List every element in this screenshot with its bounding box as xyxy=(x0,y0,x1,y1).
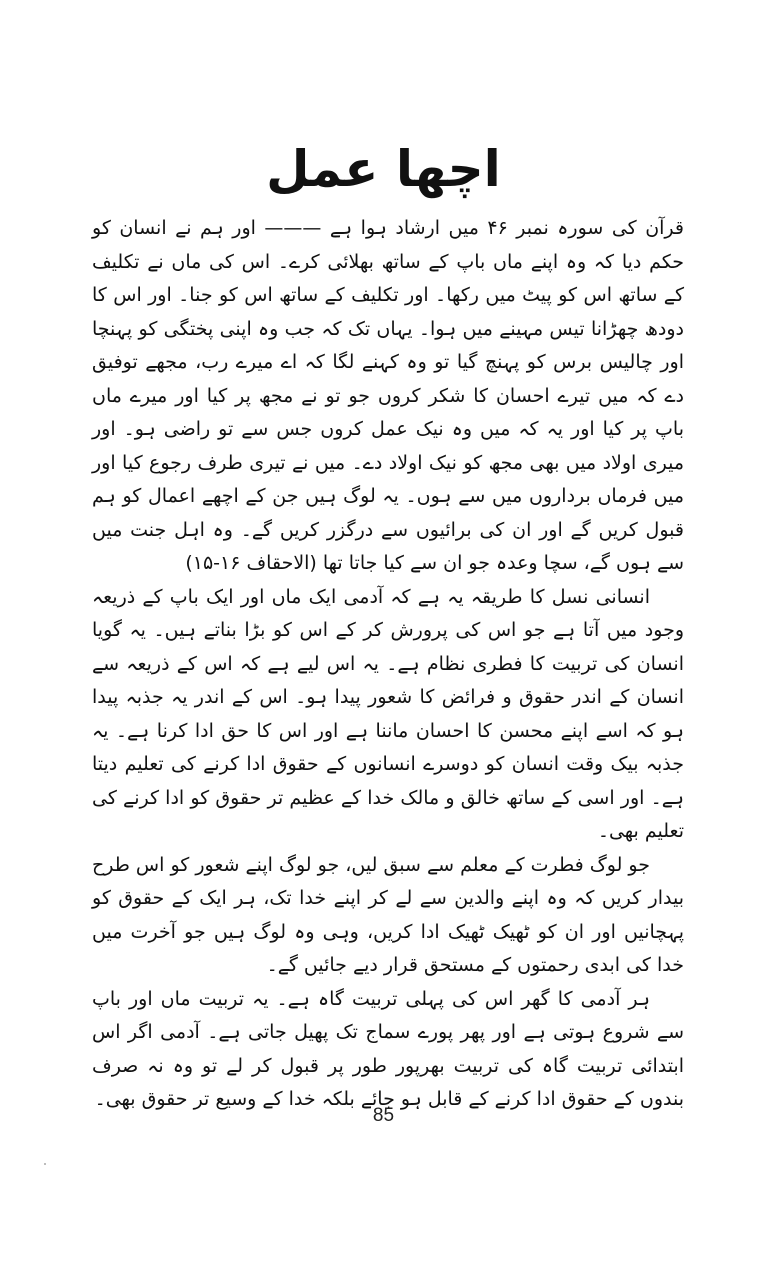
paragraph-people-who-learn: جو لوگ فطرت کے معلم سے سبق لیں، جو لوگ اپنے شعور کو اس طرح بیدار کریں کہ وہ اپنے والدین سے لے کر اپنے خدا تک، ہر ایک کے حقوق کو پہچانیں اور ان کو ٹھیک ٹھیک ادا کریں، وہی وہ لوگ ہیں جو آخرت میں خدا کی ابدی رحمتوں کے مستحق قرار دیے جائیں گے۔ xyxy=(92,853,684,976)
paragraph-human-lineage: انسانی نسل کا طریقہ یہ ہے کہ آدمی ایک ماں اور ایک باپ کے ذریعہ وجود میں آتا ہے جو اس کی پرورش کر کے اس کو بڑا بناتے ہیں۔ یہ گویا انسان کی تربیت کا فطری نظام ہے۔ یہ اس لیے ہے کہ اس کے ذریعہ سے انسان کے اندر حقوق و فرائض کا شعور پیدا ہو۔ اس کے اندر یہ جذبہ پیدا ہو کہ اسے اپنے محسن کا احسان ماننا ہے اور اس کا حق ادا کرنا ہے۔ یہ جذبہ بیک وقت انسان کو دوسرے انسانوں کے حقوق ادا کرنے کی تعلیم دیتا ہے۔ اور اسی کے ساتھ خالق و مالک خدا کے عظیم تر حقوق کو ادا کرنے کی تعلیم بھی۔ xyxy=(92,585,684,842)
paragraph-quran-verse: قرآن کی سورہ نمبر ۴۶ میں ارشاد ہوا ہے ——— اور ہم نے انسان کو حکم دیا کہ وہ اپنے ماں باپ کے ساتھ بھلائی کرے۔ اس کی ماں نے تکلیف کے ساتھ اس کو پیٹ میں رکھا۔ اور تکلیف کے ساتھ اس کو جنا۔ اور اس کا دودھ چھڑانا تیس مہینے میں ہوا۔ یہاں تک کہ جب وہ اپنی پختگی کو پہنچا اور چالیس برس کو پہنچ گیا تو وہ کہنے لگا کہ اے میرے رب، مجھے توفیق دے کہ میں تیرے احسان کا شکر کروں جو تو نے مجھ پر کیا اور میرے ماں باپ پر کیا اور یہ کہ میں وہ نیک عمل کروں جس سے تو راضی ہو۔ اور میری اولاد میں بھی مجھ کو نیک اولاد دے۔ میں نے تیری طرف رجوع کیا اور میں فرماں برداروں میں سے ہوں۔ یہ لوگ ہیں جن کے اچھے اعمال کو ہم قبول کریں گے اور ان کی برائیوں سے درگزر کریں گے۔ وہ اہل جنت میں سے ہوں گے، سچا وعدہ جو ان سے کیا جاتا تھا (الاحقاف ۱۶-۱۵) xyxy=(92,217,685,574)
body-text xyxy=(92,212,684,1117)
scan-speck xyxy=(44,1163,46,1165)
paragraph-home-training: ہر آدمی کا گھر اس کی پہلی تربیت گاہ ہے۔ یہ تربیت ماں اور باپ سے شروع ہوتی ہے اور پھر پورے سماج تک پھیل جاتی ہے۔ آدمی اگر اس ابتدائی تربیت گاہ کی تربیت بھرپور طور پر قبول کر لے تو وہ نہ صرف بندوں کے حقوق ادا کرنے کے قابل ہو جائے بلکہ خدا کے وسیع تر حقوق بھی۔ xyxy=(92,987,684,1110)
page-number: 85 xyxy=(372,1105,395,1126)
page-title: اچھا عمل xyxy=(266,140,501,198)
